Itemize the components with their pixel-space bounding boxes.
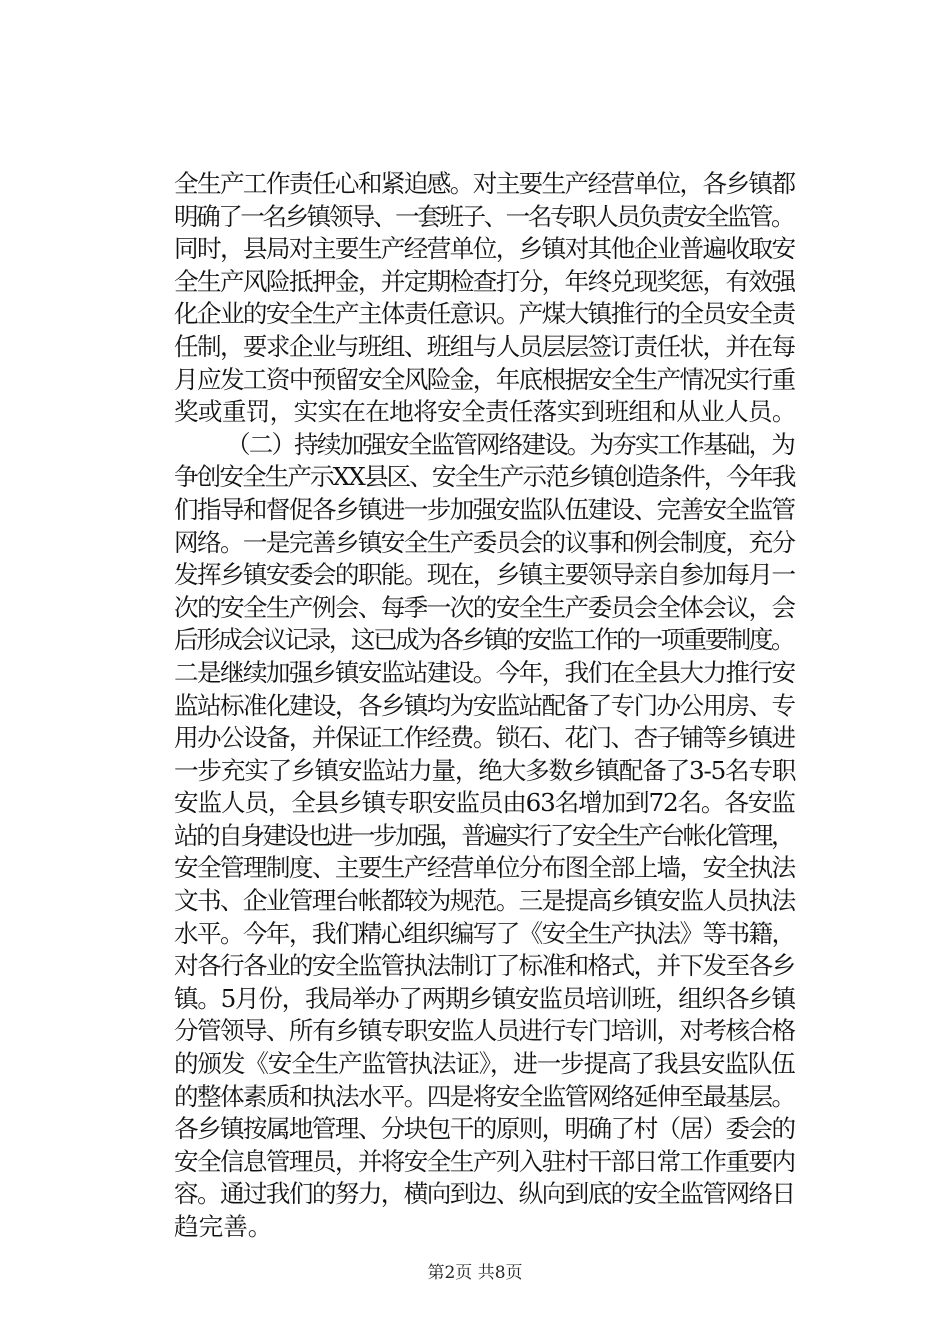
text-line: 网络。一是完善乡镇安全生产委员会的议事和例会制度，充分 — [174, 527, 795, 557]
text-line: 明确了一名乡镇领导、一套班子、一名专职人员负责安全监管。 — [174, 201, 794, 231]
text-line: 容。通过我们的努力，横向到边、纵向到底的安全监管网络日 — [174, 1179, 795, 1209]
text-line: （二）持续加强安全监管网络建设。为夯实工作基础，为 — [226, 429, 794, 459]
text-line: 各乡镇按属地管理、分块包干的原则，明确了村（居）委会的 — [174, 1114, 795, 1144]
text-line: 全生产风险抵押金，并定期检查打分，年终兑现奖惩，有效强 — [174, 266, 795, 296]
text-line: 安监人员，全县乡镇专职安监员由63名增加到72名。各安监 — [174, 788, 795, 818]
text-line: 奖或重罚，实实在在地将安全责任落实到班组和从业人员。 — [174, 397, 796, 427]
text-line: 站的自身建设也进一步加强，普遍实行了安全生产台帐化管理， — [174, 820, 794, 850]
text-line: 一步充实了乡镇安监站力量，绝大多数乡镇配备了3-5名专职 — [174, 755, 796, 785]
text-line: 的颁发《安全生产监管执法证》，进一步提高了我县安监队伍 — [174, 1049, 795, 1079]
page-footer: 第2页 共8页 — [427, 1263, 523, 1283]
body-text — [174, 168, 794, 1244]
text-line: 监站标准化建设，各乡镇均为安监站配备了专门办公用房、专 — [174, 690, 795, 720]
text-line: 月应发工资中预留安全风险金，年底根据安全生产情况实行重 — [174, 364, 795, 394]
text-line: 分管领导、所有乡镇专职安监人员进行专门培训，对考核合格 — [174, 1016, 795, 1046]
text-line: 次的安全生产例会、每季一次的安全生产委员会全体会议，会 — [174, 592, 795, 622]
text-line: 镇。5月份，我局举办了两期乡镇安监员培训班，组织各乡镇 — [174, 983, 795, 1013]
text-line: 任制，要求企业与班组、班组与人员层层签订责任状，并在每 — [174, 331, 795, 361]
text-line: 趋完善。 — [174, 1212, 273, 1241]
text-line: 对各行各业的安全监管执法制订了标准和格式，并下发至各乡 — [174, 951, 795, 981]
text-line: 全生产工作责任心和紧迫感。对主要生产经营单位，各乡镇都 — [174, 169, 795, 198]
text-line: 的整体素质和执法水平。四是将安全监管网络延伸至最基层。 — [174, 1081, 795, 1111]
text-line: 同时，县局对主要生产经营单位，乡镇对其他企业普遍收取安 — [174, 234, 795, 264]
text-line: 后形成会议记录，这已成为各乡镇的安监工作的一项重要制度。 — [174, 625, 794, 655]
text-line: 用办公设备，并保证工作经费。锁石、花门、杏子铺等乡镇进 — [174, 723, 795, 753]
text-line: 发挥乡镇安委会的职能。现在，乡镇主要领导亲自参加每月一 — [174, 560, 795, 590]
text-line: 安全信息管理员，并将安全生产列入驻村干部日常工作重要内 — [174, 1146, 795, 1176]
text-line: 争创安全生产示XX县区、安全生产示范乡镇创造条件，今年我 — [174, 462, 795, 492]
text-line: 化企业的安全生产主体责任意识。产煤大镇推行的全员安全责 — [174, 299, 795, 329]
text-line: 们指导和督促各乡镇进一步加强安监队伍建设、完善安全监管 — [174, 494, 795, 524]
text-line: 水平。今年，我们精心组织编写了《安全生产执法》等书籍， — [174, 918, 795, 948]
text-line: 安全管理制度、主要生产经营单位分布图全部上墙，安全执法 — [174, 853, 795, 883]
text-line: 二是继续加强乡镇安监站建设。今年，我们在全县大力推行安 — [174, 657, 795, 687]
text-line: 文书、企业管理台帐都较为规范。三是提高乡镇安监人员执法 — [174, 886, 795, 916]
